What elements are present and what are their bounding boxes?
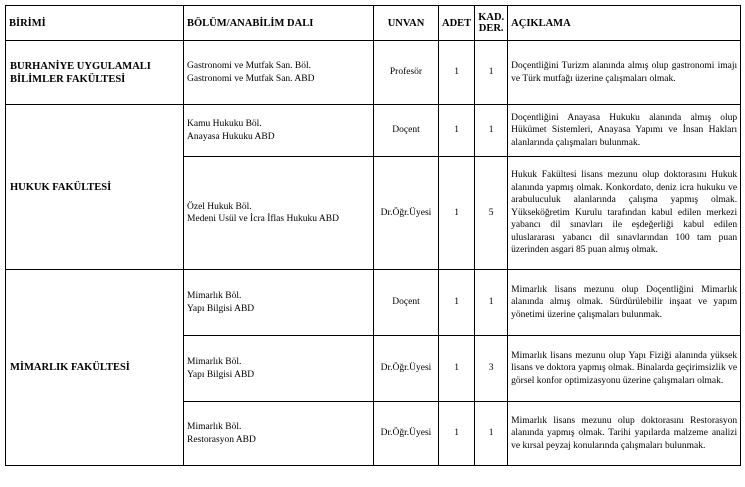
header-birim: BİRİMİ [6,6,184,41]
document-page [5,5,741,466]
bolum-name: Özel Hukuk Böl. [187,201,252,212]
kadro-cell: 1 [475,270,508,336]
header-unvan: UNVAN [374,6,439,41]
bolum-cell [184,270,374,336]
unvan-cell: Dr.Öğr.Üyesi [374,336,439,402]
bolum-cell [184,157,374,270]
aciklama-cell: Mimarlık lisans mezunu olup Doçentliğini Mimarlık alanında almış olmak. Sürdürülebilir inşaat ve yapım yönetimi üzerine çalışmaları bulunmak. [508,270,741,336]
anabilim-dali-name: Yapı Bilgisi ABD [187,303,255,314]
aciklama-cell: Hukuk Fakültesi lisans mezunu olup doktorasını Hukuk alanında yapmış olmak. Konkordato, deniz icra hukuku ve arabuluculuk alanlarında çalışma yapmış olmak. Yükseköğretim Kurulu tarafından kabul edilen merkezi yabancı dil sınavları ile eşdeğerliği kabul edilen uluslararası yabancı dil sınavlarından 100 tam puan üzerinden asgari 85 puan almış olmak. [508,157,741,270]
adet-cell: 1 [439,402,475,466]
table-row [6,270,741,336]
birim-cell [6,41,184,105]
aciklama-cell: Doçentliğini Anayasa Hukuku alanında almış olup Hükümet Sistemleri, Anayasa Yapımı ve İnsan Hakları alanlarında çalışmaları bulunmak. [508,105,741,157]
adet-cell: 1 [439,270,475,336]
bolum-name: Mimarlık Böl. [187,357,242,367]
birim-name-line-1: BURHANİYE UYGULAMALI [10,60,151,72]
unvan-cell: Dr.Öğr.Üyesi [374,402,439,466]
anabilim-dali-name: Medeni Usül ve İcra İflas Hukuku ABD [187,214,339,224]
bolum-cell [184,336,374,402]
kadro-cell: 1 [475,41,508,105]
aciklama-cell: Doçentliğini Turizm alanında almış olup gastronomi imajı ve Türk mutfağı üzerine çalışmaları olmak. [508,41,741,105]
header-kadro-line-1: KAD. [478,12,505,23]
header-kadro-line-2: DER. [478,23,504,34]
birim-cell: MİMARLIK FAKÜLTESİ [6,270,184,466]
birim-name-line-2: BİLİMLER FAKÜLTESİ [10,73,126,85]
aciklama-cell: Mimarlık lisans mezunu olup doktorasını Restorasyon alanında yapmış olmak. Tarihi yapılarda malzeme analizi ve kırsal peyzaj konularında çalışmaları bulunmak. [508,402,741,466]
unvan-cell: Doçent [374,105,439,157]
kadro-cell: 5 [475,157,508,270]
birim-cell: HUKUK FAKÜLTESİ [6,105,184,270]
adet-cell: 1 [439,105,475,157]
anabilim-dali-name: Yapı Bilgisi ABD [187,369,255,380]
aciklama-cell: Mimarlık lisans mezunu olup Yapı Fiziği alanında yüksek lisans ve doktora yapmış olmak. Binalarda geçirimsizlik ve görsel konfor optimizasyonu üzerine çalışmaları olmak. [508,336,741,402]
header-row [6,6,741,41]
anabilim-dali-name: Anayasa Hukuku ABD [187,131,275,142]
header-adet: ADET [439,6,475,41]
header-bolum: BÖLÜM/ANABİLİM DALI [184,6,374,41]
adet-cell: 1 [439,336,475,402]
table-row [6,105,741,157]
staff-positions-table [5,5,741,466]
bolum-name: Mimarlık Böl. [187,291,242,301]
kadro-cell: 1 [475,105,508,157]
table-row [6,41,741,105]
anabilim-dali-name: Restorasyon ABD [187,434,256,445]
bolum-cell [184,105,374,157]
anabilim-dali-name: Gastronomi ve Mutfak San. ABD [187,73,315,84]
bolum-name: Mimarlık Böl. [187,422,242,432]
bolum-name: Kamu Hukuku Böl. [187,119,262,129]
unvan-cell: Profesör [374,41,439,105]
kadro-cell: 1 [475,402,508,466]
header-aciklama: AÇIKLAMA [508,6,741,41]
bolum-name: Gastronomi ve Mutfak San. Böl. [187,61,312,71]
unvan-cell: Doçent [374,270,439,336]
adet-cell: 1 [439,41,475,105]
bolum-cell [184,402,374,466]
bolum-cell [184,41,374,105]
kadro-cell: 3 [475,336,508,402]
unvan-cell: Dr.Öğr.Üyesi [374,157,439,270]
adet-cell: 1 [439,157,475,270]
header-kadro [475,6,508,41]
